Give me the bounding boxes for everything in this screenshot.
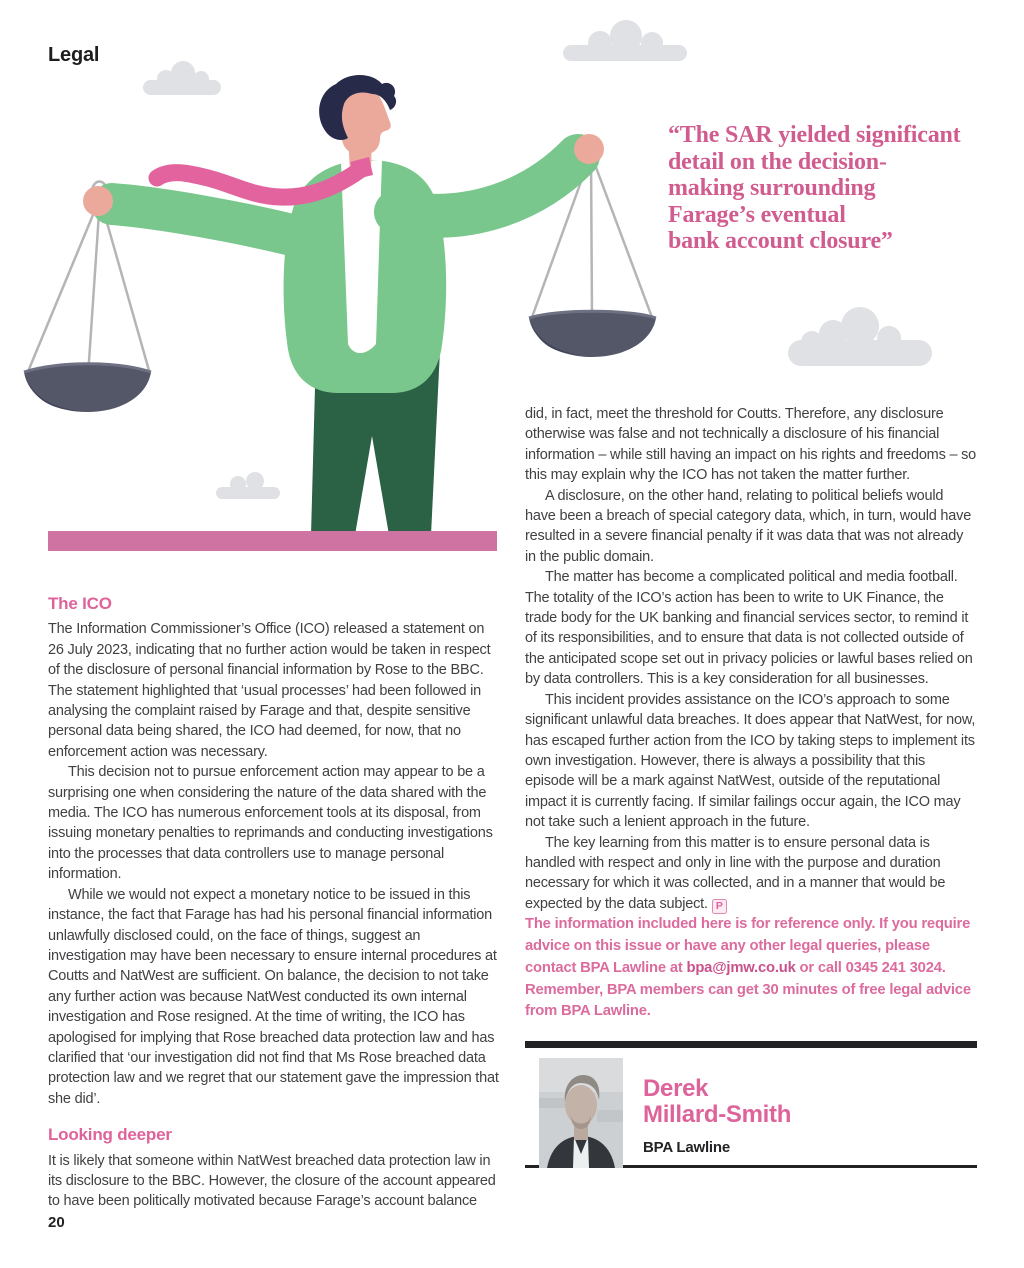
author-info: [643, 1058, 791, 1165]
ground-bar: [48, 531, 497, 551]
author-first-name: Derek: [643, 1075, 709, 1103]
body-paragraph: did, in fact, meet the threshold for Coutts. Therefore, any disclosure otherwise was false and not technically a disclosure of his financial information – while still having an impact on his rights and freedoms – so this may explain why the ICO has not taken the matter further.: [525, 406, 977, 484]
pull-quote-line: “The SAR yielded significant: [668, 122, 961, 148]
cloud-icon: [143, 61, 221, 95]
author-organisation: BPA Lawline: [643, 1139, 730, 1157]
body-paragraph-text: The key learning from this matter is to ensure personal data is handled with respect and only in line with the purpose and duration necessary for which it was collected, and in a manner that would be expected by the data subject.: [525, 834, 946, 912]
balance-scale-right-icon: [529, 137, 656, 357]
pull-quote-line: bank account closure”: [668, 228, 893, 254]
cloud-icon: [563, 20, 687, 61]
body-paragraph: The matter has become a complicated political and media football. The totality of the ICO’s action has been to write to UK Finance, the trade body for the UK banking and financial services sector, to remind it of its responsibilities, and to ensure that data is not collected outside of the anticipated scope set out in privacy policies or lawful bases relied on by data controllers. This is a key consideration for all businesses.: [525, 569, 973, 688]
body-paragraph: This incident provides assistance on the ICO’s approach to some significant unlawful data breaches. It does appear that NatWest, for now, has escaped further action from the ICO by taking steps to implement its own investigation. However, there is always a possibility that this episode will be a mark against NatWest, outside of the reputational impact it is currently facing. If similar failings occur again, the ICO may not take such a lenient approach in the future.: [525, 691, 976, 831]
email-link[interactable]: bpa@jmw.co.uk: [686, 959, 796, 976]
section-label: Legal: [48, 44, 100, 66]
author-last-name: Millard-Smith: [643, 1101, 792, 1129]
body-paragraph: The Information Commissioner’s Office (ICO) released a statement on 26 July 2023, indicating that no further action would be taken in respect of the disclosure of personal financial information by Rose to the BBC. The statement highlighted that ‘usual processes’ had been followed in analysing the complaint raised by Farage and that, despite sensitive personal data being shared, the ICO had deemed, for now, that no enforcement action was necessary.: [48, 621, 491, 760]
left-column: [48, 594, 500, 1212]
body-paragraph: A disclosure, on the other hand, relating to political beliefs would have been a breach of special category data, which, in turn, would have resulted in a severe financial penalty if it was data that was not already in the public domain.: [525, 487, 972, 565]
note-text: or call 0345 241 3024. Remember, BPA members can get 30 minutes of free legal advice from BPA Lawline.: [525, 959, 971, 1020]
author-photo: [539, 1058, 623, 1168]
end-of-article-icon: P: [712, 899, 727, 914]
author-name: [643, 1076, 791, 1128]
pull-quote-line: making surrounding: [668, 175, 876, 201]
heading-looking-deeper: Looking deeper: [48, 1125, 172, 1145]
page-number: 20: [48, 1214, 65, 1231]
body-paragraph: [525, 833, 977, 915]
pull-quote: [668, 122, 998, 255]
body-paragraph: This decision not to pursue enforcement action may appear to be a surprising one when considering the nature of the data shared with the media. The ICO has numerous enforcement tools at its disposal, from issuing monetary penalties to reprimands and conducting investigations into the processes that data controllers use to manage personal information.: [48, 764, 493, 883]
heading-the-ico: The ICO: [48, 594, 112, 613]
legal-advice-note: [525, 914, 977, 1023]
cloud-icon: [788, 307, 932, 366]
pull-quote-line: detail on the decision-: [668, 148, 887, 175]
right-column: [525, 404, 977, 1168]
balance-scale-left-icon: [24, 181, 151, 412]
author-box: [525, 1041, 977, 1168]
body-paragraph: It is likely that someone within NatWest breached data protection law in its disclosure to the BBC. However, the closure of the account appeared to have been politically motivated because Farage’s account balance: [48, 1152, 496, 1210]
pull-quote-line: Farage’s eventual: [668, 201, 846, 228]
note-text: The information included here is for reference only. If you require advice on this issue or have any other legal queries, please contact BPA Lawline at: [525, 916, 971, 976]
body-paragraph: While we would not expect a monetary notice to be issued in this instance, the fact that Farage has had his personal financial information unlawfully disclosed could, on the face of things, suggest an investigation may have been necessary to ensure internal procedures at Coutts and NatWest are sufficient. On balance, the decision to not take any further action was because NatWest conducted its own internal investigation and Rose resigned. At the time of writing, the ICO has apologised for implying that Rose breached data protection law and has clarified that ‘our investigation did not find that Ms Rose breached data protection law and we regret that our statement gave the impression that she did’.: [48, 886, 499, 1107]
cloud-icon: [216, 472, 280, 499]
